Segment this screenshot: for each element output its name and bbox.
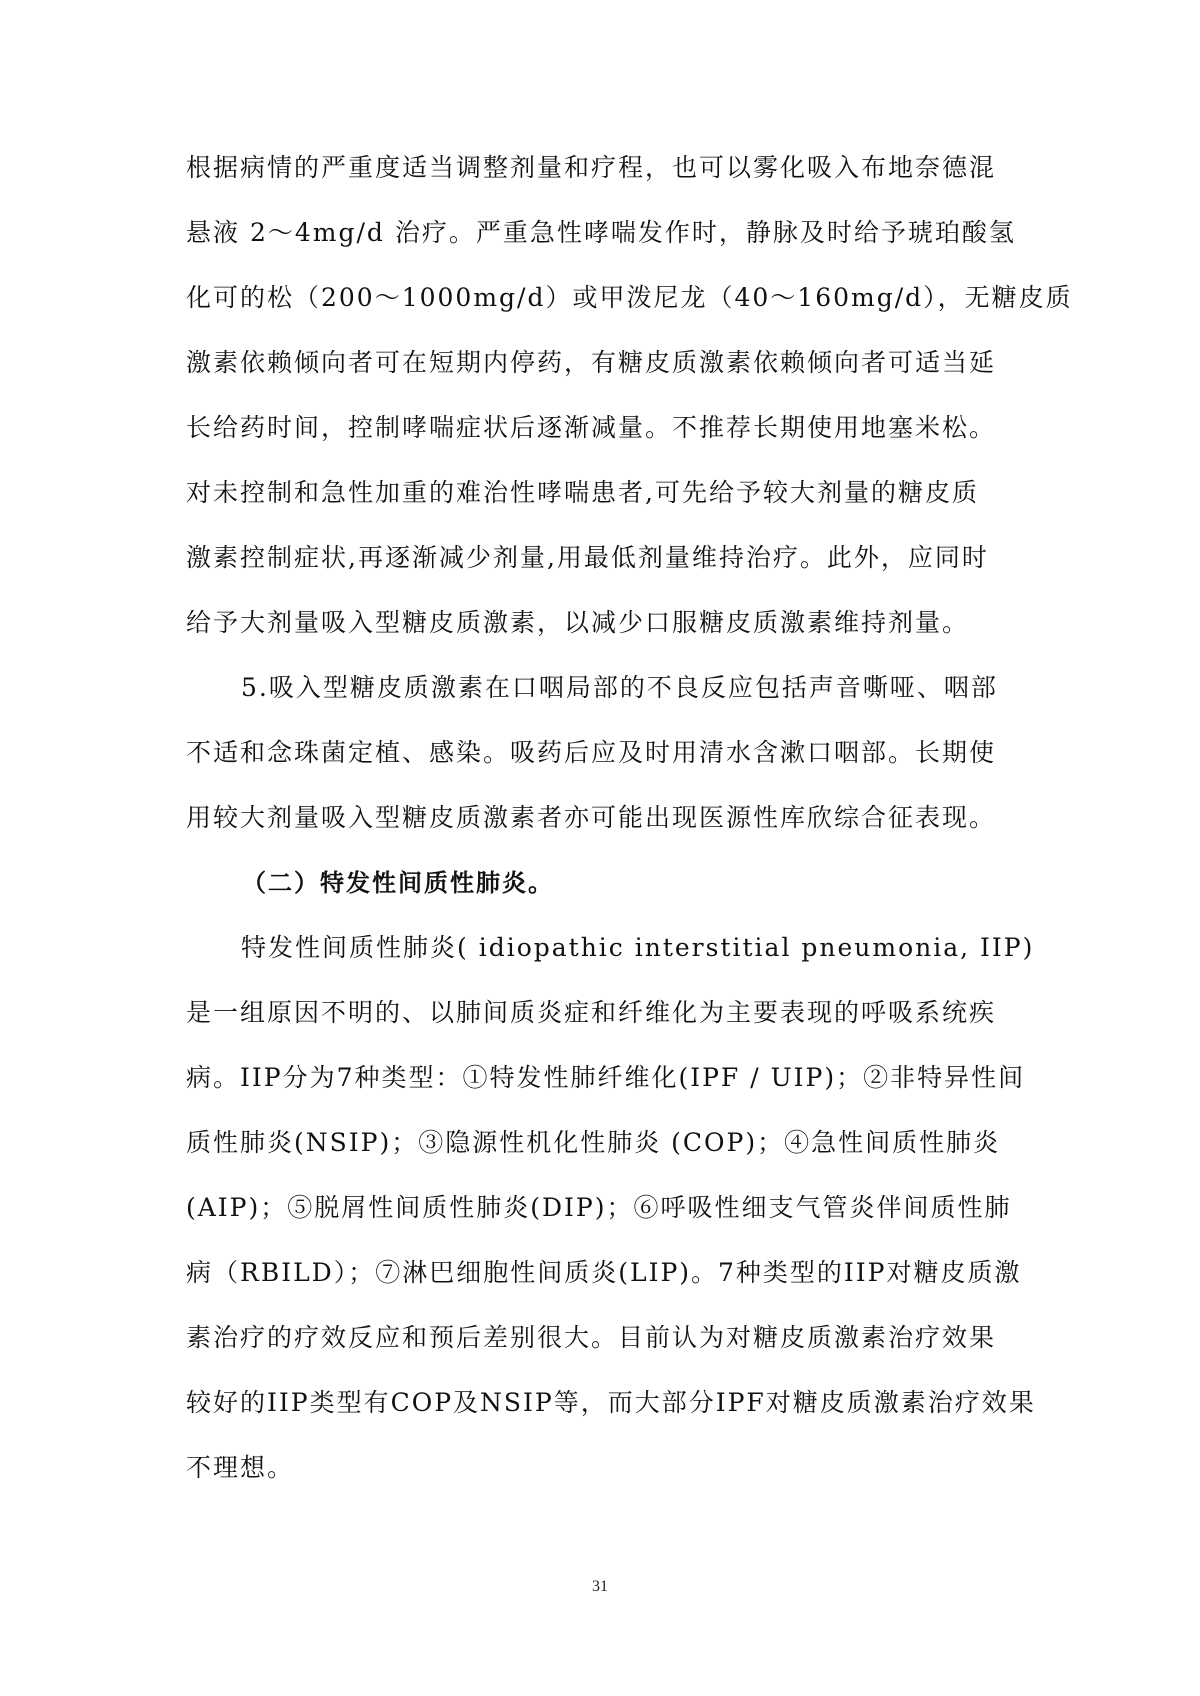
- text-line: 5.吸入型糖皮质激素在口咽局部的不良反应包括声音嘶哑、咽部: [241, 673, 998, 702]
- text-line: 病（RBILD）；⑦淋巴细胞性间质炎(LIP)。7种类型的IIP对糖皮质激: [186, 1258, 1022, 1287]
- text-line: 病。IIP分为7种类型：①特发性肺纤维化(IPF / UIP)；②非特异性间: [186, 1063, 1026, 1092]
- text-line: 长给药时间，控制哮喘症状后逐渐减量。不推荐长期使用地塞米松。: [186, 413, 997, 442]
- text-line: 素治疗的疗效反应和预后差别很大。目前认为对糖皮质激素治疗效果: [186, 1323, 997, 1352]
- text-line: 激素依赖倾向者可在短期内停药，有糖皮质激素依赖倾向者可适当延: [186, 348, 997, 377]
- text-line: 质性肺炎(NSIP)；③隐源性机化性肺炎 (COP)；④急性间质性肺炎: [186, 1128, 1001, 1157]
- text-line: 不适和念珠菌定植、感染。吸药后应及时用清水含漱口咽部。长期使: [186, 738, 997, 767]
- text-line: 根据病情的严重度适当调整剂量和疗程，也可以雾化吸入布地奈德混: [186, 153, 997, 182]
- text-line: 给予大剂量吸入型糖皮质激素，以减少口服糖皮质激素维持剂量。: [186, 608, 970, 637]
- text-line: 激素控制症状,再逐渐减少剂量,用最低剂量维持治疗。此外，应同时: [186, 543, 989, 572]
- section-heading: （二）特发性间质性肺炎。: [242, 869, 554, 897]
- text-line: 化可的松（200～1000mg/d）或甲泼尼龙（40～160mg/d），无糖皮质: [186, 283, 1073, 312]
- body-text: [186, 150, 1073, 1515]
- text-line: 较好的IIP类型有COP及NSIP等，而大部分IPF对糖皮质激素治疗效果: [186, 1388, 1036, 1417]
- text-line: 对未控制和急性加重的难治性哮喘患者,可先给予较大剂量的糖皮质: [186, 478, 979, 507]
- text-line: 是一组原因不明的、以肺间质炎症和纤维化为主要表现的呼吸系统疾: [186, 998, 997, 1027]
- text-line: (AIP)；⑤脱屑性间质性肺炎(DIP)；⑥呼吸性细支气管炎伴间质性肺: [186, 1193, 1012, 1222]
- text-line: 用较大剂量吸入型糖皮质激素者亦可能出现医源性库欣综合征表现。: [186, 803, 997, 832]
- text-line: 悬液 2～4mg/d 治疗。严重急性哮喘发作时，静脉及时给予琥珀酸氢: [186, 218, 1016, 247]
- text-line: 不理想。: [186, 1453, 295, 1482]
- text-line: 特发性间质性肺炎( idiopathic interstitial pneumonia, IIP): [241, 933, 1035, 962]
- page-number: 31: [592, 1578, 608, 1595]
